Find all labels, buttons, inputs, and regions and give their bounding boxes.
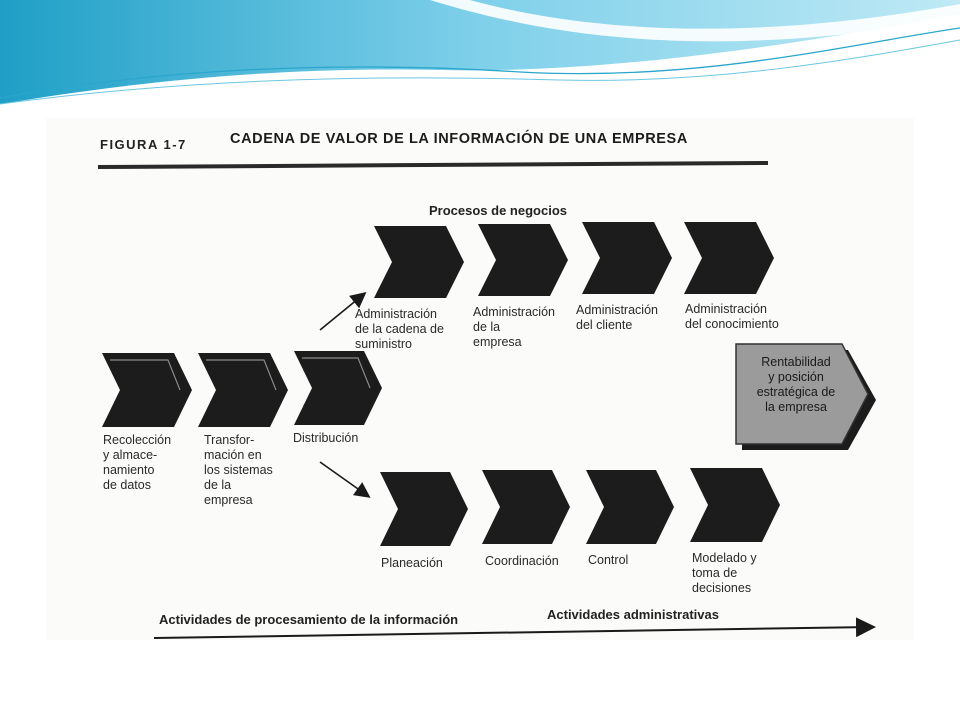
bottom-label-processing: Actividades de procesamiento de la información [159, 612, 459, 627]
chevron-control [586, 470, 674, 544]
figure-title: CADENA DE VALOR DE LA INFORMACIÓN DE UNA EMPRESA [230, 131, 688, 147]
business-processes-header: Procesos de negocios [429, 203, 567, 218]
chevron-knowledge [684, 222, 774, 294]
chevron-coordination [482, 470, 570, 544]
title-underline [98, 163, 768, 167]
label-distribution: Distribución [293, 431, 359, 445]
chevron-transformation [198, 353, 288, 427]
chevron-planning [380, 472, 468, 546]
header-wave-decoration [0, 0, 960, 120]
label-customer: Administración del cliente [576, 303, 658, 332]
label-collection: Recolección y almace- namiento de datos [103, 433, 172, 492]
chevron-customer [582, 222, 672, 294]
value-chain-figure [46, 118, 914, 640]
chevron-modeling [690, 468, 780, 542]
bottom-label-administrative: Actividades administrativas [547, 607, 719, 622]
chevron-distribution [294, 351, 382, 425]
arrow-to-management [320, 462, 368, 496]
bottom-arrow [154, 627, 872, 638]
label-result: Rentabilidad y posición estratégica de la empresa [756, 355, 836, 414]
label-knowledge: Administración del conocimiento [685, 302, 779, 331]
label-planning: Planeación [381, 556, 443, 570]
label-enterprise: Administración de la empresa [473, 305, 555, 349]
label-transformation: Transfor- mación en los sistemas de la empresa [204, 433, 273, 507]
chevron-supply-chain [374, 226, 464, 298]
figure-number: FIGURA 1-7 [100, 137, 187, 152]
chevron-collection [102, 353, 192, 427]
label-supply-chain: Administración de la cadena de suministro [355, 307, 444, 351]
label-modeling: Modelado y toma de decisiones [692, 551, 757, 595]
label-coordination: Coordinación [485, 554, 559, 568]
label-control: Control [588, 553, 629, 567]
chevron-enterprise [478, 224, 568, 296]
